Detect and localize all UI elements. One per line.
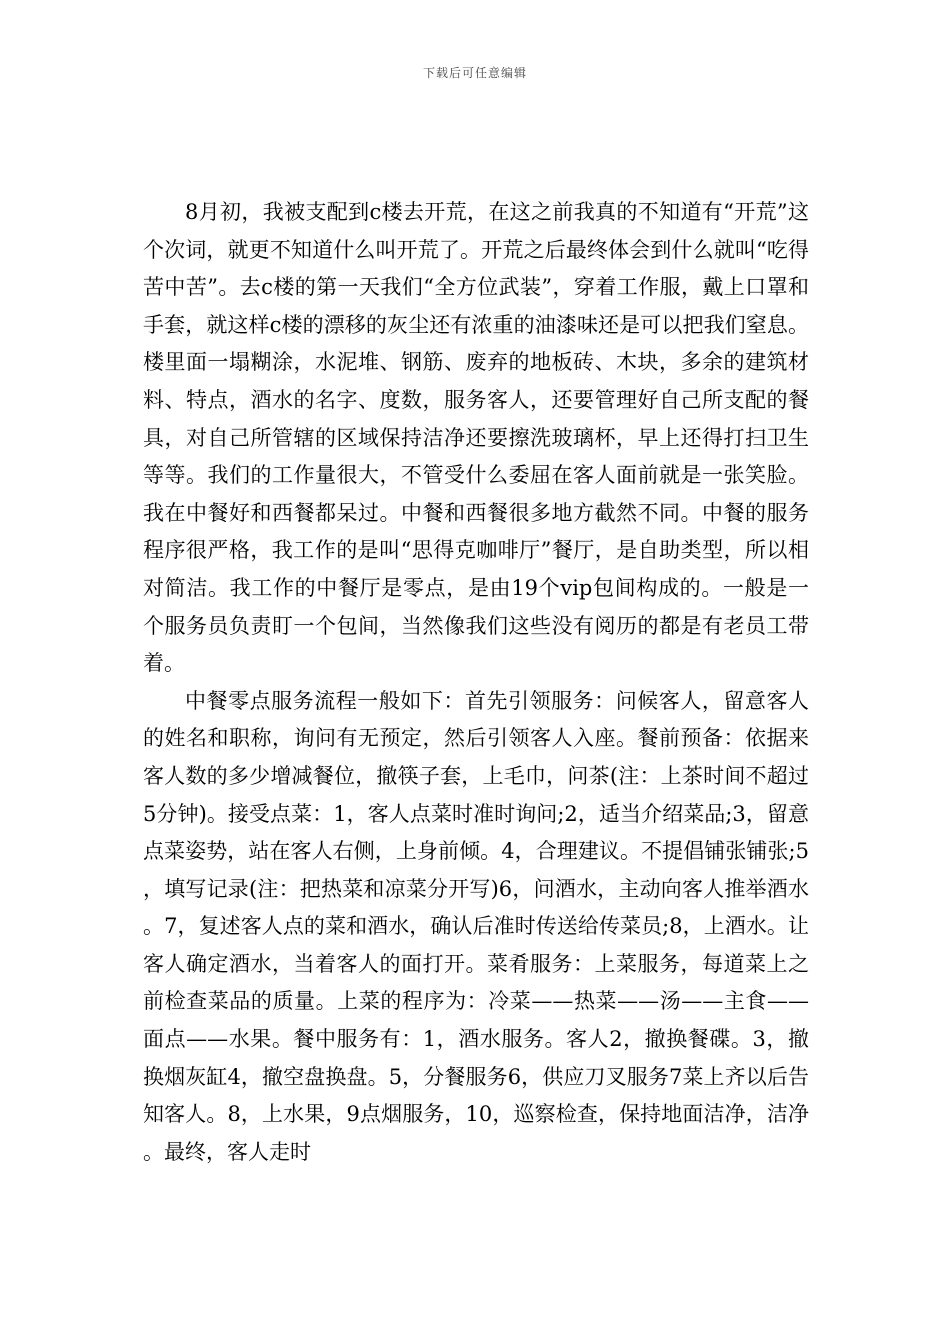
page-header-note: 下载后可任意编辑 — [422, 66, 527, 80]
paragraph-2: 中餐零点服务流程一般如下：首先引领服务：问候客人，留意客人的姓名和职称，询问有无预定，然后引领客人入座。餐前预备：依据来客人数的多少增减餐位，撤筷子套，上毛巾，问茶(注：上茶时间不超过5分钟)。接受点菜：1，客人点菜时准时询问;2，适当介绍菜品;3，留意点菜姿势，站在客人右侧，上身前倾。4，合理建议。不提倡铺张铺张;5，填写记录(注：把热菜和凉菜分开写)6，问酒水，主动向客人推举酒水。7，复述客人点的菜和酒水，确认后准时传送给传菜员;8，上酒水。让客人确定酒水，当着客人的面打开。菜肴服务：上菜服务，每道菜上之前检查菜品的质量。上菜的程序为：冷菜——热菜——汤——主食——面点——水果。餐中服务有：1，酒水服务。客人2，撤换餐碟。3，撤换烟灰缸4，撤空盘换盘。5，分餐服务6，供应刀叉服务7菜上齐以后告知客人。8，上水果，9点烟服务，10，巡察检查，保持地面洁净，洁净。最终，客人走时 — [143, 688, 809, 1164]
paragraph-1: 8月初，我被支配到c楼去开荒，在这之前我真的不知道有“开荒”这个次词，就更不知道什么叫开荒了。开荒之后最终体会到什么就叫“吃得苦中苦”。去c楼的第一天我们“全方位武装”，穿着工作服，戴上口罩和手套，就这样c楼的漂移的灰尘还有浓重的油漆味还是可以把我们窒息。楼里面一塌糊涂，水泥堆、钢筋、废弃的地板砖、木块，多余的建筑材料、特点，酒水的名字、度数，服务客人，还要管理好自己所支配的餐具，对自己所管辖的区域保持洁净还要擦洗玻璃杯，早上还得打扫卫生等等。我们的工作量很大，不管受什么委屈在客人面前就是一张笑脸。我在中餐好和西餐都呆过。中餐和西餐很多地方截然不同。中餐的服务程序很严格，我工作的是叫“思得克咖啡厅”餐厅，是自助类型，所以相对简洁。我工作的中餐厅是零点，是由19个vip包间构成的。一般是一个服务员负责盯一个包间，当然像我们这些没有阅历的都是有老员工带着。 — [143, 200, 809, 676]
document-body — [143, 194, 809, 1171]
